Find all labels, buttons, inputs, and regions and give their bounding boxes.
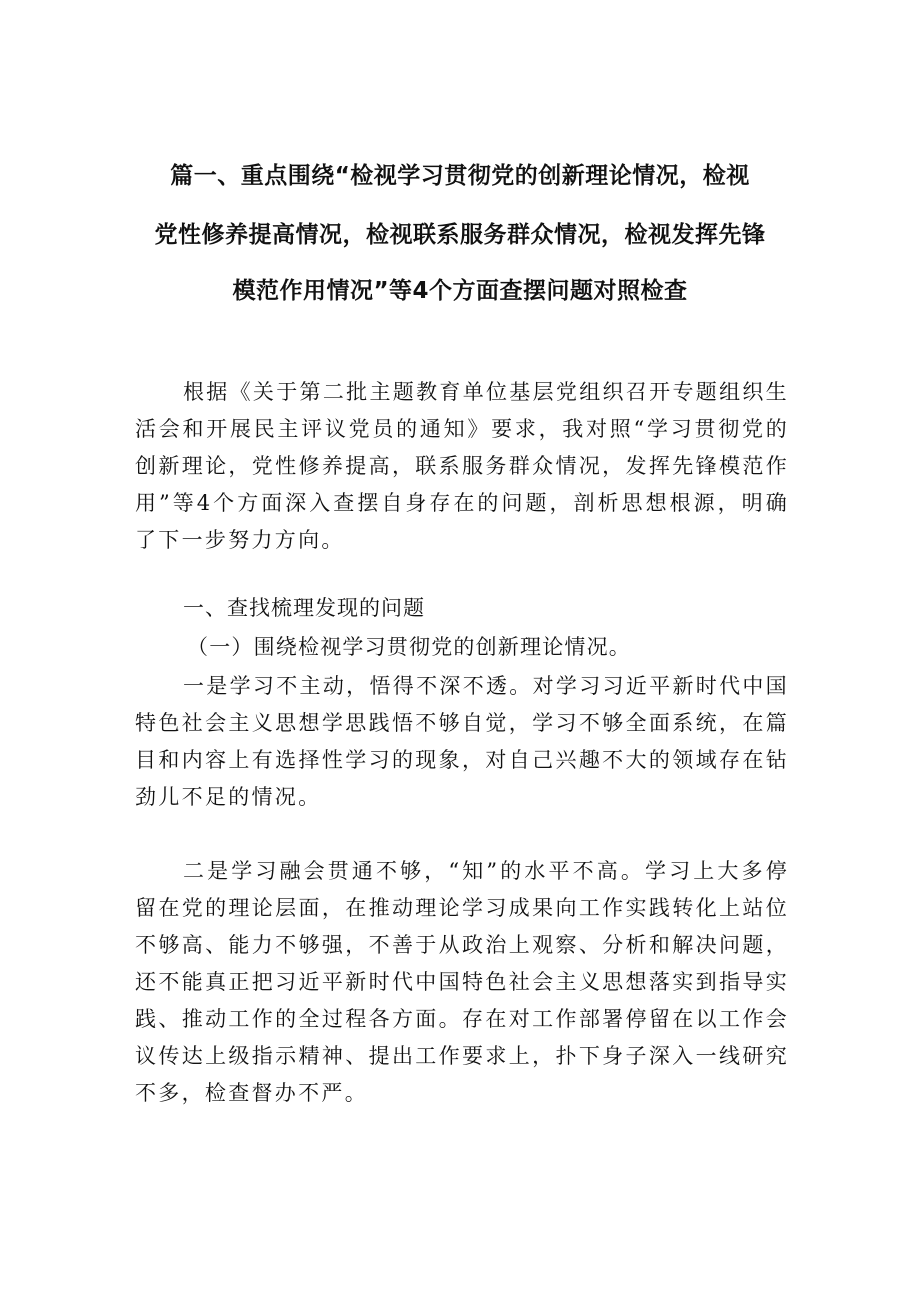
subsection-heading: （一）围绕检视学习贯彻党的创新理论情况。 xyxy=(187,635,631,659)
document-title-line-1: 篇一、重点围绕“检视学习贯彻党的创新理论情况，检视 xyxy=(170,163,750,189)
section-heading: 一、查找梳理发现的问题 xyxy=(183,596,425,620)
paragraph-two: 二是学习融会贯通不够，“知”的水平不高。学习上大多停留在党的理论层面，在推动理论学习成果向工作实践转化上站位不够高、能力不够强，不善于从政治上观察、分析和解决问题，还不能真正把习近平新时代中国特色社会主义思想落实到指导实践、推动工作的全过程各方面。存在对工作部署停留在以工作会议传达上级指示精神、提出工作要求上，扑下身子深入一线研究不多，检查督办不严。 xyxy=(135,859,789,1105)
document-title-line-2: 党性修养提高情况，检视联系服务群众情况，检视发挥先锋 xyxy=(154,222,766,248)
document-title-line-3: 模范作用情况”等4个方面查摆问题对照检查 xyxy=(232,278,688,304)
intro-paragraph: 根据《关于第二批主题教育单位基层党组织召开专题组织生活会和开展民主评议党员的通知》要求，我对照“学习贯彻党的创新理论，党性修养提高，联系服务群众情况，发挥先锋模范作用”等4个方面深入查摆自身存在的问题，剖析思想根源，明确了下一步努力方向。 xyxy=(135,380,789,552)
paragraph-one: 一是学习不主动，悟得不深不透。对学习习近平新时代中国特色社会主义思想学思践悟不够自觉，学习不够全面系统，在篇目和内容上有选择性学习的现象，对自己兴趣不大的领域存在钻劲儿不足的情况。 xyxy=(135,674,789,809)
